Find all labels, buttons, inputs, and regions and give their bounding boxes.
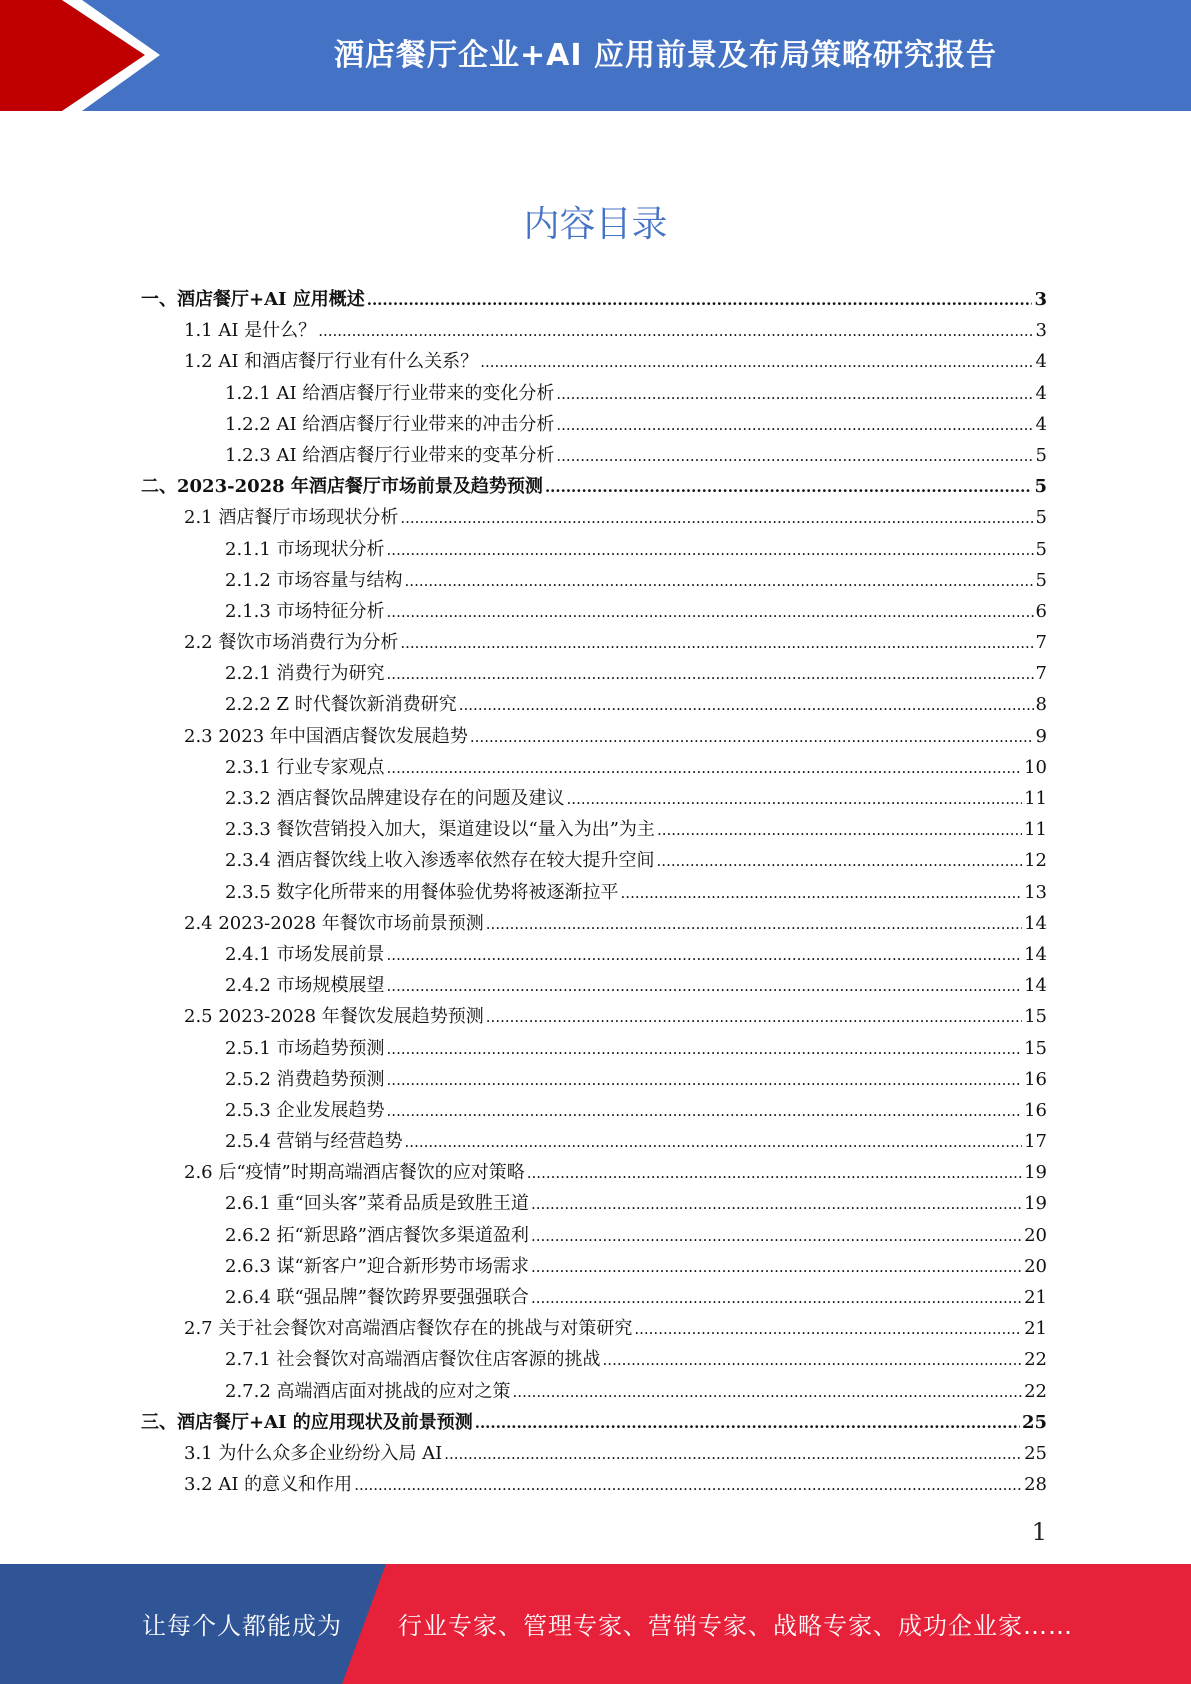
toc-entry[interactable] [141,534,1047,565]
toc-entry[interactable] [141,1376,1047,1407]
toc-entry-label: 2.1.2 市场容量与结构 [225,569,403,591]
toc-entry[interactable] [141,1438,1047,1469]
toc-entry[interactable] [141,1313,1047,1344]
toc-entry-label: 二、2023-2028 年酒店餐厅市场前景及趋势预测 [141,476,543,498]
toc-entry-label: 1.2 AI 和酒店餐厅行业有什么关系？ [184,351,479,373]
toc-entry-label: 2.3.1 行业专家观点 [225,756,385,778]
toc-entry-label: 2.4.1 市场发展前景 [225,943,385,965]
toc-dot-leader [387,597,1034,628]
toc-entry[interactable] [141,1095,1047,1126]
toc-entry[interactable] [141,284,1047,315]
toc-entry[interactable] [141,939,1047,970]
toc-entry-label: 一、酒店餐厅+AI 应用概述 [141,289,365,310]
toc-dot-leader [475,1408,1020,1439]
toc-entry-label: 2.6.2 拓“新思路”酒店餐饮多渠道盈利 [225,1224,529,1246]
toc-entry-page: 14 [1024,943,1047,965]
toc-entry-page: 12 [1024,850,1047,872]
toc-entry-page: 16 [1024,1068,1047,1090]
toc-dot-leader [387,940,1023,971]
toc-entry[interactable] [141,1064,1047,1095]
toc-entry-label: 2.4.2 市场规模展望 [225,975,385,997]
toc-entry-page: 16 [1024,1099,1047,1121]
toc-entry-page: 19 [1024,1162,1047,1184]
toc-entry-label: 2.6.4 联“强品牌”餐饮跨界要强强联合 [225,1287,529,1308]
toc-entry[interactable] [141,1188,1047,1219]
toc-dot-leader [387,1034,1023,1065]
toc-entry-page: 14 [1024,975,1047,997]
toc-dot-leader [634,1314,1022,1345]
toc-entry-label: 2.2.2 Z 时代餐饮新消费研究 [225,694,457,716]
toc-entry-page: 14 [1024,912,1047,934]
toc-dot-leader [387,1096,1023,1127]
report-title: 酒店餐厅企业+AI 应用前景及布局策略研究报告 [334,37,997,73]
toc-entry-page: 15 [1024,1006,1047,1028]
toc-dot-leader [318,316,1033,347]
toc-entry-label: 3.2 AI 的意义和作用 [184,1474,353,1496]
toc-entry-label: 3.1 为什么众多企业纷纷入局 AI [184,1442,443,1464]
toc-entry-label: 三、酒店餐厅+AI 的应用现状及前景预测 [141,1411,473,1433]
toc-entry[interactable] [141,658,1047,689]
toc-dot-leader [405,1127,1023,1158]
toc-dot-leader [531,1252,1022,1283]
toc-entry-page: 21 [1024,1287,1047,1308]
toc-dot-leader [556,410,1033,441]
toc-entry[interactable] [141,1407,1047,1438]
toc-entry-label: 2.1 酒店餐厅市场现状分析 [184,507,399,529]
toc-dot-leader [513,1377,1023,1408]
toc-entry-page: 4 [1035,413,1047,435]
toc-entry[interactable] [141,783,1047,814]
toc-entry[interactable] [141,409,1047,440]
toc-entry-label: 2.5 2023-2028 年餐饮发展趋势预测 [184,1006,484,1028]
toc-entry-label: 2.7.1 社会餐饮对高端酒店餐饮住店客源的挑战 [225,1349,601,1371]
toc-heading: 内容目录 [523,204,668,245]
toc-entry-label: 2.6 后“疫情”时期高端酒店餐饮的应对策略 [184,1162,525,1184]
toc-entry[interactable] [141,596,1047,627]
toc-entry[interactable] [141,346,1047,377]
toc-dot-leader [444,1439,1022,1470]
toc-entry-page: 25 [1021,1411,1047,1433]
toc-entry-label: 1.1 AI 是什么？ [184,320,317,342]
toc-dot-leader [405,566,1034,597]
toc-entry-label: 2.7.2 高端酒店面对挑战的应对之策 [225,1380,511,1402]
toc-dot-leader [531,1221,1022,1252]
footer-slogan-right: 行业专家、管理专家、营销专家、战略专家、成功企业家…… [398,1612,1073,1640]
toc-entry-page: 8 [1035,694,1047,716]
toc-dot-leader [470,722,1034,753]
toc-entry[interactable] [141,908,1047,939]
toc-entry[interactable] [141,315,1047,346]
toc-entry-page: 3 [1035,320,1047,342]
toc-entry-page: 4 [1035,382,1047,404]
toc-entry-page: 22 [1024,1349,1047,1371]
toc-dot-leader [556,379,1033,410]
toc-entry-label: 2.3.2 酒店餐饮品牌建设存在的问题及建议 [225,788,565,809]
toc-entry-page: 10 [1024,756,1047,778]
toc-dot-leader [387,753,1023,784]
toc-dot-leader [531,1283,1022,1314]
toc-dot-leader [486,909,1022,940]
toc-dot-leader [387,659,1034,690]
toc-dot-leader [400,503,1033,534]
toc-entry[interactable] [141,471,1047,502]
toc-entry-page: 11 [1024,788,1047,809]
toc-dot-leader [657,815,1022,846]
toc-entry-page: 9 [1035,725,1047,747]
toc-entry[interactable] [141,378,1047,409]
toc-dot-leader [621,878,1023,909]
toc-entry-page: 5 [1035,444,1047,466]
table-of-contents [141,284,1047,1500]
toc-entry-page: 3 [1034,289,1047,310]
toc-entry-label: 2.2 餐饮市场消费行为分析 [184,632,399,654]
toc-entry[interactable] [141,1282,1047,1313]
toc-entry-page: 25 [1024,1442,1047,1464]
toc-dot-leader [545,472,1033,503]
toc-dot-leader [527,1158,1022,1189]
toc-entry[interactable] [141,1344,1047,1375]
toc-dot-leader [480,347,1033,378]
toc-entry[interactable] [141,970,1047,1001]
toc-entry-page: 28 [1024,1474,1047,1496]
toc-entry-page: 4 [1035,351,1047,373]
toc-dot-leader [367,285,1033,316]
toc-dot-leader [603,1345,1023,1376]
toc-entry[interactable] [141,1220,1047,1251]
toc-entry-label: 1.2.1 AI 给酒店餐厅行业带来的变化分析 [225,382,555,404]
toc-entry[interactable] [141,440,1047,471]
toc-entry-label: 2.3.4 酒店餐饮线上收入渗透率依然存在较大提升空间 [225,850,655,872]
toc-entry-label: 2.5.3 企业发展趋势 [225,1099,385,1121]
toc-entry-label: 2.5.1 市场趋势预测 [225,1037,385,1059]
toc-dot-leader [531,1189,1022,1220]
toc-entry[interactable] [141,752,1047,783]
toc-entry-page: 13 [1024,881,1047,903]
toc-entry[interactable] [141,721,1047,752]
toc-dot-leader [354,1470,1022,1501]
toc-dot-leader [387,535,1034,566]
footer-slogan-left: 让每个人都能成为 [142,1612,342,1640]
toc-entry[interactable] [141,1469,1047,1500]
toc-entry-page: 6 [1035,600,1047,622]
toc-entry-label: 2.3 2023 年中国酒店餐饮发展趋势 [184,725,468,747]
page-number: 1 [1031,1518,1047,1546]
toc-entry-page: 20 [1024,1255,1047,1277]
toc-entry[interactable] [141,1001,1047,1032]
toc-entry-page: 5 [1035,507,1047,529]
toc-entry-label: 2.3.5 数字化所带来的用餐体验优势将被逐渐拉平 [225,881,619,903]
toc-dot-leader [387,1065,1023,1096]
header-bar [0,0,1191,111]
toc-entry[interactable] [141,1157,1047,1188]
toc-entry-page: 11 [1024,819,1047,841]
toc-entry[interactable] [141,689,1047,720]
toc-entry-page: 20 [1024,1224,1047,1246]
toc-entry-page: 7 [1035,632,1047,654]
toc-entry-page: 5 [1034,476,1047,498]
toc-entry[interactable] [141,1251,1047,1282]
toc-dot-leader [459,690,1034,721]
toc-entry-label: 2.1.3 市场特征分析 [225,600,385,622]
toc-entry-label: 2.5.2 消费趋势预测 [225,1068,385,1090]
toc-entry-label: 1.2.3 AI 给酒店餐厅行业带来的变革分析 [225,444,555,466]
toc-entry[interactable] [141,1033,1047,1064]
toc-entry-label: 1.2.2 AI 给酒店餐厅行业带来的冲击分析 [225,413,555,435]
toc-entry-label: 2.2.1 消费行为研究 [225,663,385,685]
toc-entry[interactable] [141,845,1047,876]
toc-dot-leader [486,1002,1022,1033]
toc-entry-label: 2.6.3 谋“新客户”迎合新形势市场需求 [225,1255,529,1277]
toc-entry-page: 22 [1024,1380,1047,1402]
toc-entry-label: 2.5.4 营销与经营趋势 [225,1131,403,1153]
toc-entry[interactable] [141,502,1047,533]
toc-entry-page: 21 [1024,1318,1047,1340]
toc-entry[interactable] [141,627,1047,658]
toc-entry-page: 7 [1035,663,1047,685]
toc-entry[interactable] [141,1126,1047,1157]
toc-dot-leader [400,628,1033,659]
toc-entry[interactable] [141,814,1047,845]
toc-entry-label: 2.7 关于社会餐饮对高端酒店餐饮存在的挑战与对策研究 [184,1318,633,1340]
toc-entry-label: 2.1.1 市场现状分析 [225,538,385,560]
toc-entry[interactable] [141,565,1047,596]
toc-entry-page: 19 [1024,1193,1047,1215]
header-arrow-graphic [0,0,160,111]
toc-dot-leader [387,971,1023,1002]
toc-dot-leader [567,784,1023,815]
toc-entry-page: 15 [1024,1037,1047,1059]
toc-dot-leader [657,846,1023,877]
toc-entry-label: 2.6.1 重“回头客”菜肴品质是致胜王道 [225,1193,529,1215]
toc-dot-leader [556,441,1033,472]
toc-entry-page: 17 [1024,1131,1047,1153]
toc-entry[interactable] [141,877,1047,908]
toc-entry-page: 5 [1035,569,1047,591]
toc-entry-label: 2.4 2023-2028 年餐饮市场前景预测 [184,912,484,934]
toc-entry-label: 2.3.3 餐饮营销投入加大，渠道建设以“量入为出”为主 [225,819,655,841]
toc-entry-page: 5 [1035,538,1047,560]
